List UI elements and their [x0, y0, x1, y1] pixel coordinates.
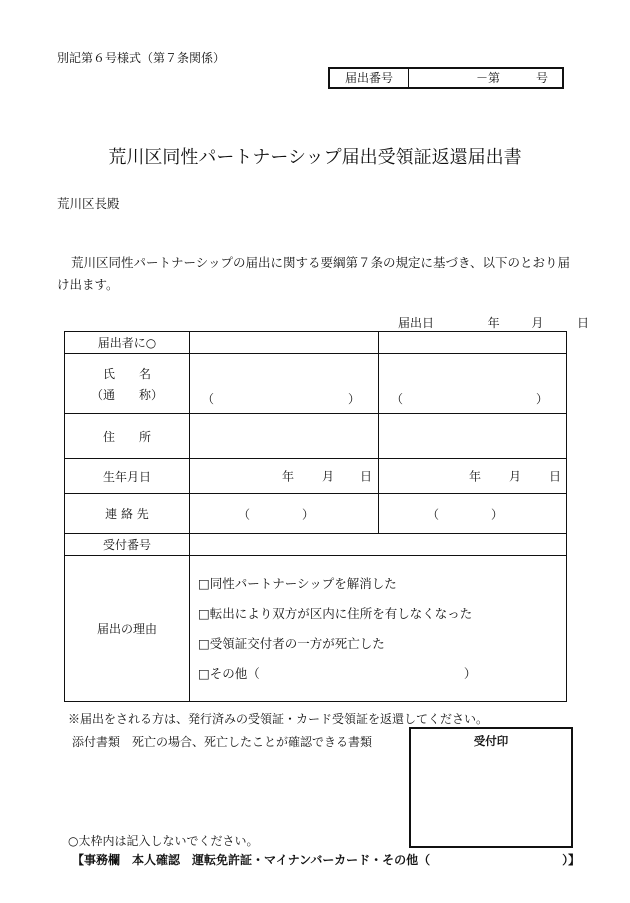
birth-day: 日: [360, 469, 373, 484]
paren-close: ）: [491, 507, 504, 521]
paren-close: ）: [347, 392, 360, 406]
form-id: 別記第６号様式（第７条関係）: [57, 51, 226, 65]
reason-label: 届出の理由: [65, 556, 190, 702]
contact-field-1[interactable]: [190, 494, 379, 534]
birthdate-field-1[interactable]: [190, 459, 379, 494]
office-use-line: 【事務欄 本人確認 運転免許証・マイナンバーカード・その他（ ）】: [72, 853, 581, 867]
name-field-1[interactable]: [190, 354, 379, 414]
reason-options: [190, 556, 567, 702]
paren-open: （: [202, 392, 215, 406]
reason-other-close: ）: [463, 665, 477, 681]
submission-date: [398, 314, 589, 331]
notification-number-label: 届出番号: [330, 69, 409, 87]
name-label-line1: 氏 名: [102, 366, 151, 381]
birth-day: 日: [549, 469, 562, 484]
date-month: 月: [531, 316, 544, 330]
paren-close: ）: [535, 392, 548, 406]
name-label: [65, 354, 190, 414]
reason-option-other[interactable]: [198, 659, 566, 689]
birthdate-field-2[interactable]: [379, 459, 567, 494]
address-field-2[interactable]: [379, 414, 567, 459]
reception-number-field[interactable]: [190, 534, 567, 556]
reception-stamp-box: [409, 727, 573, 848]
notification-number-separator: －第: [476, 71, 501, 85]
notification-number-suffix: 号: [536, 71, 549, 85]
page-title: 荒川区同性パートナーシップ届出受領証返還届出書: [108, 147, 522, 168]
date-day: 日: [577, 316, 590, 330]
address-label: 住 所: [65, 414, 190, 459]
return-note: ※届出をされる方は、発行済みの受領証・カード受領証を返還してください。: [68, 712, 489, 726]
notifier-label: 届出者に○: [65, 332, 190, 354]
reason-option-dissolved[interactable]: □同性パートナーシップを解消した: [198, 575, 397, 591]
date-label: 届出日: [398, 316, 435, 330]
contact-field-2[interactable]: [379, 494, 567, 534]
name-field-2[interactable]: [379, 354, 567, 414]
paren-close: ）: [302, 507, 315, 521]
reception-stamp-label: 受付印: [473, 734, 509, 748]
paren-open: （: [427, 507, 440, 521]
paren-open: （: [238, 507, 251, 521]
reason-option-moved-out[interactable]: □転出により双方が区内に住所を有しなくなった: [198, 605, 473, 621]
birth-year: 年: [282, 469, 295, 484]
contact-label: 連 絡 先: [65, 494, 190, 534]
reception-number-label: 受付番号: [65, 534, 190, 556]
name-label-line2: （通 称）: [90, 387, 163, 402]
paren-open: （: [391, 392, 404, 406]
notifier-cell-1[interactable]: [190, 332, 379, 354]
birthdate-label: 生年月日: [65, 459, 190, 494]
notification-number-box: [328, 67, 564, 89]
attachment-note: 添付書類 死亡の場合、死亡したことが確認できる書類: [72, 735, 373, 749]
birth-month: 月: [322, 469, 335, 484]
intro-text: 荒川区同性パートナーシップの届出に関する要綱第７条の規定に基づき、以下のとおり届け出ます。: [57, 255, 571, 292]
birth-year: 年: [469, 469, 482, 484]
bold-frame-note: ○太枠内は記入しないでください。: [68, 834, 259, 848]
date-year: 年: [487, 316, 500, 330]
birth-month: 月: [509, 469, 522, 484]
address-field-1[interactable]: [190, 414, 379, 459]
addressee: 荒川区長殿: [57, 196, 120, 211]
reason-option-deceased[interactable]: □受領証交付者の一方が死亡した: [198, 635, 385, 651]
reason-other-label: □その他（: [198, 665, 260, 681]
notification-form-table: [64, 331, 567, 702]
notifier-cell-2[interactable]: [379, 332, 567, 354]
